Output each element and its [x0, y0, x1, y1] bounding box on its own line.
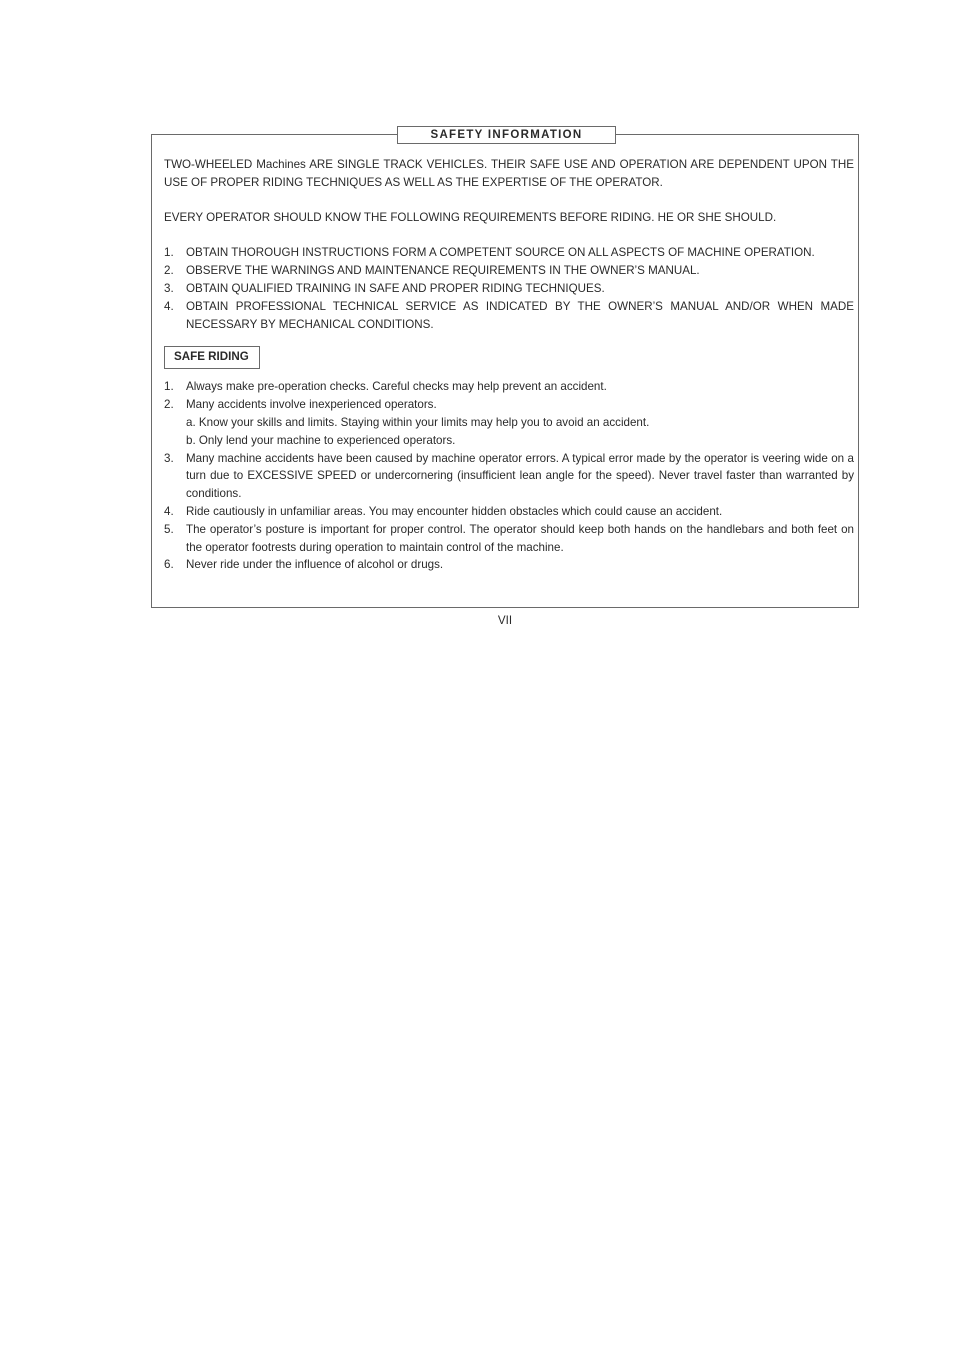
requirement-item	[164, 262, 854, 280]
item-number: 3.	[164, 451, 174, 465]
item-text: Never ride under the influence of alcohol or drugs.	[186, 558, 444, 572]
safe-riding-item	[164, 450, 854, 503]
item-number: 5.	[164, 522, 174, 536]
requirement-item	[164, 244, 854, 262]
safe-riding-item	[164, 521, 854, 557]
item-text: Many machine accidents have been caused by machine operator errors. A typical error made by the operator is veering wide on a turn due to EXCESSIVE SPEED or undercornering (insufficient lean angle for the speed). Never travel faster than warranted by conditions.	[186, 451, 854, 501]
item-text: OBTAIN QUALIFIED TRAINING IN SAFE AND PROPER RIDING TECHNIQUES.	[186, 281, 605, 295]
requirement-item	[164, 298, 854, 334]
safe-riding-item	[164, 378, 854, 396]
item-number: 1.	[164, 380, 174, 394]
intro-paragraph: TWO-WHEELED Machines ARE SINGLE TRACK VEHICLES. THEIR SAFE USE AND OPERATION ARE DEPENDENT UPON THE USE OF PROPER RIDING TECHNIQUES AS WELL AS THE EXPERTISE OF THE OPERATOR.	[164, 158, 854, 189]
safe-riding-sub-item: b. Only lend your machine to experienced operators.	[186, 433, 456, 447]
safe-riding-item	[164, 556, 854, 574]
item-text: Always make pre-operation checks. Careful checks may help prevent an accident.	[186, 380, 607, 394]
item-text: Ride cautiously in unfamiliar areas. You may encounter hidden obstacles which could cause an accident.	[186, 504, 723, 518]
item-number: 4.	[164, 504, 174, 518]
page-number: VII	[497, 614, 513, 627]
item-text: Many accidents involve inexperienced operators.	[186, 398, 437, 412]
item-number: 1.	[164, 246, 174, 260]
safe-riding-label: SAFE RIDING	[164, 346, 260, 369]
item-number: 4.	[164, 299, 174, 313]
item-number: 2.	[164, 398, 174, 412]
item-text: OBTAIN THOROUGH INSTRUCTIONS FORM A COMPETENT SOURCE ON ALL ASPECTS OF MACHINE OPERATION.	[186, 246, 815, 260]
box-title: SAFETY INFORMATION	[397, 126, 616, 144]
safe-riding-sub-item: a. Know your skills and limits. Staying within your limits may help you to avoid an accident.	[186, 415, 650, 429]
item-number: 3.	[164, 281, 174, 295]
requirement-item	[164, 280, 854, 298]
intro-paragraph: EVERY OPERATOR SHOULD KNOW THE FOLLOWING REQUIREMENTS BEFORE RIDING. HE OR SHE SHOULD.	[164, 211, 777, 225]
item-text: The operator’s posture is important for proper control. The operator should keep both hands on the handlebars and both feet on the operator footrests during operation to maintain control of the machine.	[186, 522, 854, 554]
item-text: OBSERVE THE WARNINGS AND MAINTENANCE REQUIREMENTS IN THE OWNER’S MANUAL.	[186, 264, 700, 278]
item-number: 6.	[164, 558, 174, 572]
safe-riding-item	[164, 503, 854, 521]
safety-content	[164, 156, 854, 574]
item-number: 2.	[164, 264, 174, 278]
safety-information-box	[151, 129, 859, 608]
safe-riding-item	[164, 396, 854, 414]
item-text: OBTAIN PROFESSIONAL TECHNICAL SERVICE AS INDICATED BY THE OWNER’S MANUAL AND/OR WHEN MADE NECESSARY BY MECHANICAL CONDITIONS.	[186, 299, 854, 331]
